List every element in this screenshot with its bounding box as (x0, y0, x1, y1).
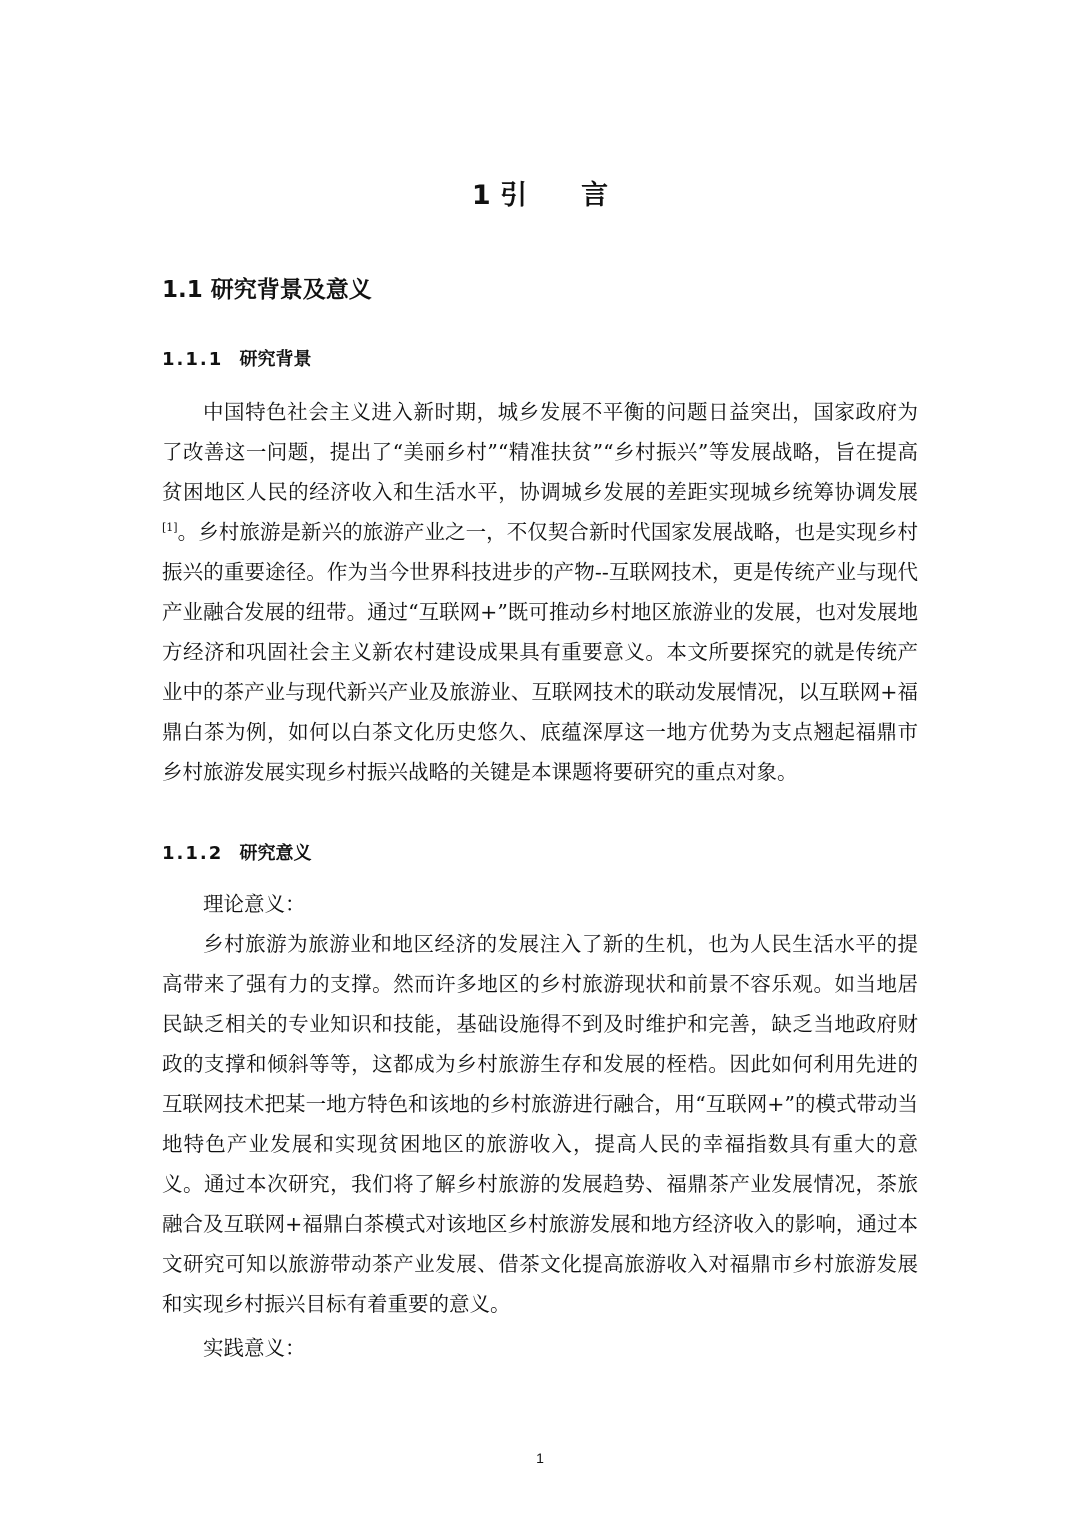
subsection-number: 1.1.1 (162, 349, 224, 370)
background-text-part2: 。乡村旅游是新兴的旅游产业之一，不仅契合新时代国家发展战略，也是实现乡村振兴的重要途径。作为当今世界科技进步的产物--互联网技术，更是传统产业与现代产业融合发展的纽带。通过“互联网+”既可推动乡村地区旅游业的发展，也对发展地方经济和巩固社会主义新农村建设成果具有重要意义。本文所要探究的就是传统产业中的茶产业与现代新兴产业及旅游业、互联网技术的联动发展情况，以互联网+福鼎白茶为例，如何以白茶文化历史悠久、底蕴深厚这一地方优势为支点翘起福鼎市乡村旅游发展实现乡村振兴战略的关键是本课题将要研究的重点对象。 (162, 520, 918, 784)
subsection-number: 1.1.2 (162, 843, 224, 864)
section-heading (162, 270, 372, 310)
chapter-title: 1 引 言 (471, 180, 609, 211)
subsection-heading-background (162, 344, 312, 376)
section-title: 研究背景及意义 (210, 277, 372, 303)
subsection-title: 研究背景 (239, 349, 312, 370)
background-text-part1: 中国特色社会主义进入新时期，城乡发展不平衡的问题日益突出，国家政府为了改善这一问题，提出了“美丽乡村”“精准扶贫”“乡村振兴”等发展战略，旨在提高贫困地区人民的经济收入和生活水平，协调城乡发展的差距实现城乡统筹协调发展 (162, 400, 918, 504)
background-paragraph (162, 392, 918, 792)
theory-label: 理论意义： (203, 892, 306, 916)
theory-paragraph: 乡村旅游为旅游业和地区经济的发展注入了新的生机，也为人民生活水平的提高带来了强有力的支撑。然而许多地区的乡村旅游现状和前景不容乐观。如当地居民缺乏相关的专业知识和技能，基础设施得不到及时维护和完善，缺乏当地政府财政的支撑和倾斜等等，这都成为乡村旅游生存和发展的桎梏。因此如何利用先进的互联网技术把某一地方特色和该地的乡村旅游进行融合，用“互联网+”的模式带动当地特色产业发展和实现贫困地区的旅游收入，提高人民的幸福指数具有重大的意义。通过本次研究，我们将了解乡村旅游的发展趋势、福鼎茶产业发展情况，茶旅融合及互联网+福鼎白茶模式对该地区乡村旅游发展和地方经济收入的影响，通过本文研究可知以旅游带动茶产业发展、借茶文化提高旅游收入对福鼎市乡村旅游发展和实现乡村振兴目标有着重要的意义。 (162, 932, 918, 1316)
section-number: 1.1 (162, 277, 203, 303)
subsection-heading-significance (162, 838, 312, 870)
subsection-title: 研究意义 (239, 843, 312, 864)
page-number: 1 (536, 1450, 544, 1466)
citation-marker: [1] (162, 521, 178, 535)
practice-label: 实践意义： (203, 1336, 306, 1360)
